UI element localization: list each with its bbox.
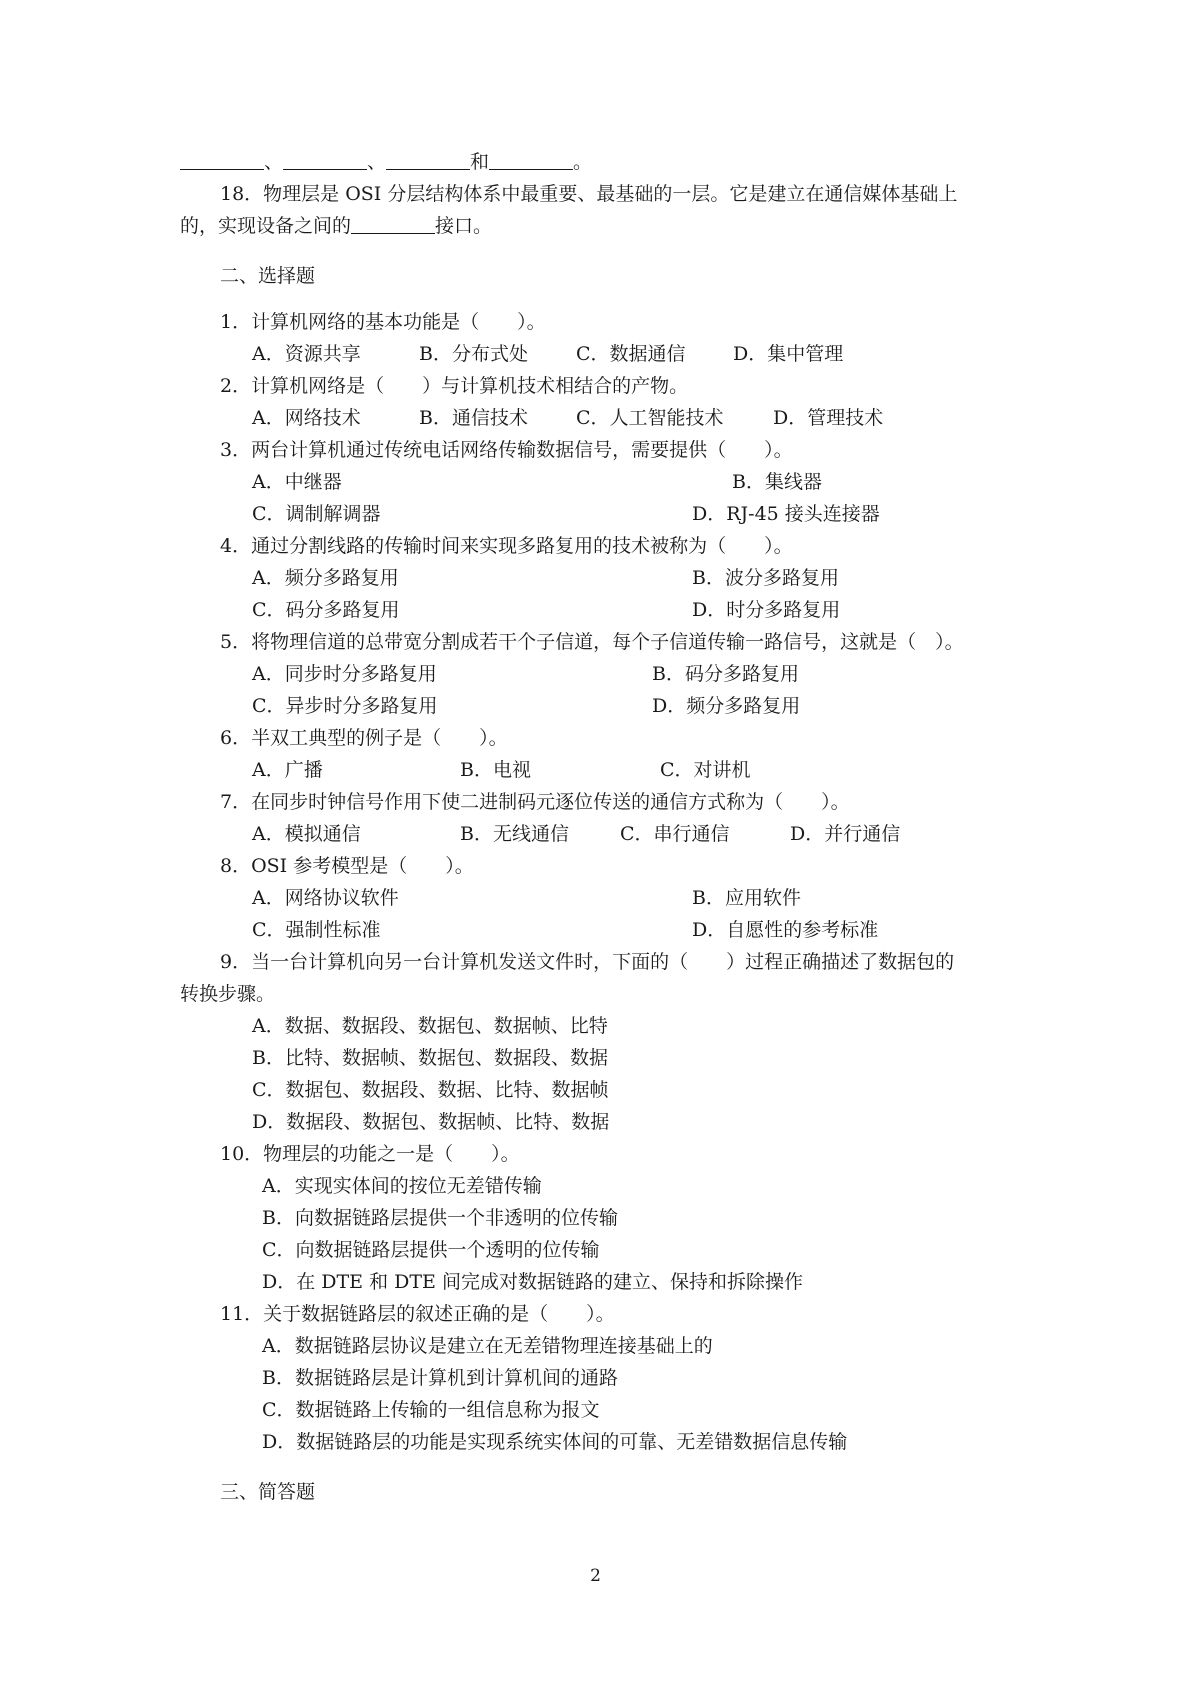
question-stem-5: 5．将物理信道的总带宽分割成若干个子信道，每个子信道传输一路信号，这就是（ ）。 xyxy=(220,631,964,653)
question-stem-1: 1．计算机网络的基本功能是（ ）。 xyxy=(220,311,546,333)
q18-line1: 18．物理层是 OSI 分层结构体系中最重要、最基础的一层。它是建立在通信媒体基础上 xyxy=(220,183,958,205)
option-c: C．串行通信 xyxy=(620,823,730,845)
option-c: C．对讲机 xyxy=(660,759,751,781)
conjunction: 和 xyxy=(470,151,490,173)
option-c: C．数据通信 xyxy=(576,343,686,365)
question-options-3a xyxy=(180,466,1020,498)
option-a: A．频分多路复用 xyxy=(252,567,399,589)
question-options-4a xyxy=(180,562,1020,594)
option-d: D．管理技术 xyxy=(773,407,884,429)
question-options-11 xyxy=(180,1330,1020,1458)
option-d: D．集中管理 xyxy=(733,343,844,365)
option-b: B．码分多路复用 xyxy=(652,663,799,685)
option-b: B．波分多路复用 xyxy=(692,567,839,589)
option-c: C．异步时分多路复用 xyxy=(252,695,438,717)
option-b: B．集线器 xyxy=(732,471,822,493)
option-c: C．人工智能技术 xyxy=(576,407,724,429)
question-stem-9-line1: 9．当一台计算机向另一台计算机发送文件时，下面的（ ）过程正确描述了数据包的 xyxy=(220,951,955,973)
option-c: C．码分多路复用 xyxy=(252,599,400,621)
q18-text-pre: 的，实现设备之间的 xyxy=(180,215,352,237)
option-d: D．数据链路层的功能是实现系统实体间的可靠、无差错数据信息传输 xyxy=(262,1431,848,1453)
option-c: C．数据包、数据段、数据、比特、数据帧 xyxy=(252,1079,609,1101)
option-c: C．调制解调器 xyxy=(252,503,381,525)
option-b: B．数据链路层是计算机到计算机间的通路 xyxy=(262,1367,618,1389)
question-stem-7: 7．在同步时钟信号作用下使二进制码元逐位传送的通信方式称为（ ）。 xyxy=(220,791,850,813)
option-b: B．电视 xyxy=(460,759,531,781)
question-options-5a xyxy=(180,658,1020,690)
document-page xyxy=(180,146,1020,1522)
question-options-7 xyxy=(180,818,1020,850)
question-options-9 xyxy=(180,1010,1020,1138)
option-a: A．数据、数据段、数据包、数据帧、比特 xyxy=(252,1015,608,1037)
option-d: D．数据段、数据包、数据帧、比特、数据 xyxy=(252,1111,610,1133)
option-b: B．应用软件 xyxy=(692,887,801,909)
question-stem-6: 6．半双工典型的例子是（ ）。 xyxy=(220,727,508,749)
option-d: D．频分多路复用 xyxy=(652,695,801,717)
option-c: C．数据链路上传输的一组信息称为报文 xyxy=(262,1399,600,1421)
option-b: B．通信技术 xyxy=(419,407,528,429)
question-options-8b xyxy=(180,914,1020,946)
question-stem-3: 3．两台计算机通过传统电话网络传输数据信号，需要提供（ ）。 xyxy=(220,439,793,461)
option-a: A．数据链路层协议是建立在无差错物理连接基础上的 xyxy=(262,1335,713,1357)
answer-blank xyxy=(180,149,264,170)
option-b: B．比特、数据帧、数据包、数据段、数据 xyxy=(252,1047,608,1069)
question-stem-10: 10．物理层的功能之一是（ ）。 xyxy=(220,1143,520,1165)
question-options-10 xyxy=(180,1170,1020,1298)
q17-blanks-line xyxy=(180,146,1020,178)
question-options-5b xyxy=(180,690,1020,722)
option-c: C．强制性标准 xyxy=(252,919,381,941)
question-stem-2: 2．计算机网络是（ ）与计算机技术相结合的产物。 xyxy=(220,375,689,397)
q18-text-post: 接口。 xyxy=(435,215,493,237)
section-heading-choice: 二、选择题 xyxy=(220,265,316,287)
option-b: B．分布式处 xyxy=(419,343,528,365)
question-stem-11: 11．关于数据链路层的叙述正确的是（ ）。 xyxy=(220,1303,615,1325)
section-heading-short-answer: 三、简答题 xyxy=(220,1481,316,1503)
option-a: A．网络技术 xyxy=(252,407,361,429)
question-options-3b xyxy=(180,498,1020,530)
option-b: B．无线通信 xyxy=(460,823,569,845)
page-number: 2 xyxy=(590,1566,601,1586)
option-a: A．网络协议软件 xyxy=(252,887,399,909)
question-options-1 xyxy=(180,338,1020,370)
answer-blank xyxy=(283,149,367,170)
question-options-6 xyxy=(180,754,1020,786)
q18-line2 xyxy=(180,210,1020,242)
option-d: D．在 DTE 和 DTE 间完成对数据链路的建立、保持和拆除操作 xyxy=(262,1271,803,1293)
answer-blank xyxy=(489,149,573,170)
option-a: A．资源共享 xyxy=(252,343,361,365)
separator: 、 xyxy=(264,151,284,173)
question-stem-8: 8．OSI 参考模型是（ ）。 xyxy=(220,855,474,877)
option-a: A．中继器 xyxy=(252,471,342,493)
option-d: D．自愿性的参考标准 xyxy=(692,919,879,941)
option-d: D．并行通信 xyxy=(790,823,901,845)
option-a: A．模拟通信 xyxy=(252,823,361,845)
option-d: D．RJ-45 接头连接器 xyxy=(692,503,880,525)
option-b: B．向数据链路层提供一个非透明的位传输 xyxy=(262,1207,618,1229)
separator: 、 xyxy=(367,151,387,173)
option-d: D．时分多路复用 xyxy=(692,599,841,621)
option-a: A．广播 xyxy=(252,759,323,781)
option-a: A．同步时分多路复用 xyxy=(252,663,437,685)
answer-blank xyxy=(351,213,435,234)
option-c: C．向数据链路层提供一个透明的位传输 xyxy=(262,1239,600,1261)
period: 。 xyxy=(573,151,593,173)
question-stem-9-line2: 转换步骤。 xyxy=(180,983,276,1005)
answer-blank xyxy=(386,149,470,170)
question-options-2 xyxy=(180,402,1020,434)
question-stem-4: 4．通过分割线路的传输时间来实现多路复用的技术被称为（ ）。 xyxy=(220,535,793,557)
question-options-8a xyxy=(180,882,1020,914)
question-options-4b xyxy=(180,594,1020,626)
option-a: A．实现实体间的按位无差错传输 xyxy=(262,1175,542,1197)
